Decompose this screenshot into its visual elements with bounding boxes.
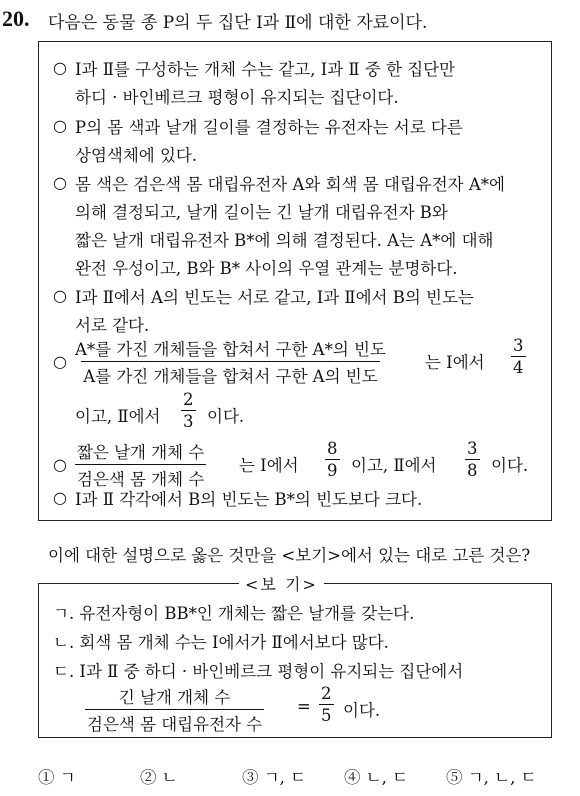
value-denominator: 9 (327, 461, 338, 480)
fraction-numerator: 긴 날개 개체 수 (118, 688, 231, 707)
value-fraction (511, 336, 526, 377)
value-denominator: 5 (321, 706, 332, 725)
info-line: 상염색체에 있다. (75, 146, 198, 165)
bogi-box (38, 575, 552, 738)
choice-4[interactable]: ④ ㄴ, ㄷ (344, 768, 409, 787)
bogi-item-d: ㄷ. Ⅰ과 Ⅱ 중 하디 · 바인베르크 평형이 유지되는 집단에서 (53, 662, 464, 681)
info-box (38, 41, 552, 521)
choice-5[interactable]: ⑤ ㄱ, ㄴ, ㄷ (446, 768, 537, 787)
value-numerator: 3 (467, 439, 478, 458)
bullet: ○ (53, 352, 67, 371)
fraction-suffix: 는 Ⅰ에서 (239, 456, 299, 475)
bullet: ○ (53, 173, 67, 192)
allele-ratio-fraction (73, 336, 388, 387)
info-line: 짧은 날개 대립유전자 B*에 의해 결정된다. A는 A*에 대해 (75, 231, 494, 250)
info-line: Ⅰ과 Ⅱ에서 A의 빈도는 서로 같고, Ⅰ과 Ⅱ에서 B의 빈도는 (75, 288, 474, 307)
info-line: 완전 우성이고, B와 B* 사이의 우열 관계는 분명하다. (75, 259, 458, 278)
value-numerator: 3 (513, 336, 524, 355)
value-fraction (181, 390, 196, 431)
bullet: ○ (53, 455, 67, 474)
fraction-numerator: 짧은 날개 개체 수 (77, 443, 205, 462)
fraction-line2-suffix: 이다. (207, 407, 245, 426)
value-fraction (319, 684, 334, 725)
bogi-item-g: ㄱ. 유전자형이 BB*인 개체는 짧은 날개를 갖는다. (53, 604, 415, 623)
question-number: 20. (2, 6, 30, 31)
fraction-denominator: 검은색 몸 대립유전자 수 (85, 709, 264, 735)
bogi-title: <보 기> (239, 572, 324, 595)
bullet: ○ (53, 488, 67, 507)
fraction-numerator: A*를 가진 개체들을 합쳐서 구한 A*의 빈도 (75, 340, 386, 359)
choice-1[interactable]: ① ㄱ (38, 768, 76, 787)
info-line: P의 몸 색과 날개 길이를 결정하는 유전자는 서로 다른 (75, 118, 463, 137)
value-denominator: 8 (467, 461, 478, 480)
info-line: 몸 색은 검은색 몸 대립유전자 A와 회색 몸 대립유전자 A*에 (75, 175, 505, 194)
value-numerator: 2 (321, 684, 332, 703)
fraction-suffix: 이다. (491, 456, 529, 475)
fraction-suffix: 이다. (343, 701, 381, 720)
question-prompt: 이에 대한 설명으로 옳은 것만을 <보기>에서 있는 대로 고른 것은? (48, 546, 531, 565)
bullet: ○ (53, 116, 67, 135)
fraction-line2-prefix: 이고, Ⅱ에서 (75, 407, 161, 426)
info-line: Ⅰ과 Ⅱ를 구성하는 개체 수는 같고, Ⅰ과 Ⅱ 중 한 집단만 (75, 60, 456, 79)
info-line: 의해 결정되고, 날개 길이는 긴 날개 대립유전자 B와 (75, 203, 448, 222)
value-fraction (465, 439, 480, 480)
info-line: 서로 같다. (75, 316, 150, 335)
question-text: 다음은 동물 종 P의 두 집단 Ⅰ과 Ⅱ에 대한 자료이다. (48, 13, 428, 33)
bullet: ○ (53, 286, 67, 305)
bogi-fraction (85, 684, 264, 735)
value-fraction (325, 439, 340, 480)
bullet: ○ (53, 58, 67, 77)
wing-body-ratio-fraction (75, 439, 206, 490)
choice-2[interactable]: ② ㄴ (140, 768, 178, 787)
fraction-denominator: A를 가진 개체들을 합쳐서 구한 A의 빈도 (81, 361, 379, 387)
fraction-mid: 이고, Ⅱ에서 (351, 456, 437, 475)
bogi-item-n: ㄴ. 회색 몸 개체 수는 Ⅰ에서가 Ⅱ에서보다 많다. (53, 633, 389, 652)
fraction-suffix: 는 Ⅰ에서 (425, 353, 485, 372)
value-denominator: 3 (183, 412, 194, 431)
value-numerator: 8 (327, 439, 338, 458)
fraction-denominator: 검은색 몸 개체 수 (75, 464, 206, 490)
value-denominator: 4 (513, 358, 524, 377)
info-line: Ⅰ과 Ⅱ 각각에서 B의 빈도는 B*의 빈도보다 크다. (75, 490, 423, 509)
choice-3[interactable]: ③ ㄱ, ㄷ (242, 768, 307, 787)
value-numerator: 2 (183, 390, 194, 409)
info-line: 하디 · 바인베르크 평형이 유지되는 집단이다. (75, 88, 399, 107)
equals-sign: = (297, 697, 311, 716)
